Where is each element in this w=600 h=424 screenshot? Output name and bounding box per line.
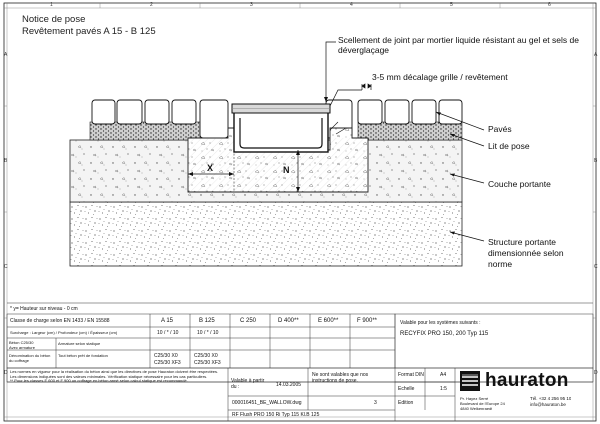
edition-label: Edition <box>398 400 414 406</box>
ruler-side-a-right: A <box>594 52 598 58</box>
ruler-side-c: C <box>4 264 8 270</box>
class-d400: D 400** <box>278 318 299 324</box>
row3-desc: Armature selon statique <box>58 341 101 346</box>
row3-value-a15: C25/30 X0 <box>154 353 178 359</box>
contact-line-2: info@hauraton.be <box>530 402 566 407</box>
row3-value-b125: C25/30 X0 <box>194 353 218 359</box>
valid-from-label: Valable à partir du : <box>231 378 265 390</box>
class-e600: E 600** <box>318 318 339 324</box>
class-c250: C 250 <box>240 318 257 324</box>
title-line-1: Notice de pose <box>22 14 86 25</box>
callout-structure-line1: Structure portante <box>488 237 557 247</box>
format-value: A4 <box>440 372 447 378</box>
callout-couche-portante: Couche portante <box>488 179 551 189</box>
dimension-x: X <box>207 163 214 173</box>
company-name: hauraton <box>485 370 569 391</box>
dimension-n: N <box>283 165 290 175</box>
class-b125: B 125 <box>199 318 215 324</box>
callout-decalage: 3-5 mm décalage grille / revêtement <box>372 72 508 82</box>
ruler-top-3: 3 <box>250 2 253 8</box>
ruler-top-1: 1 <box>50 2 53 8</box>
callout-structure-line3: norme <box>488 259 513 269</box>
callout-scellement-line1: Scellement de joint par mortier liquide résistant au gel et sels de <box>338 35 579 45</box>
scale-label: Echelle <box>398 386 415 392</box>
hauraton-logo-icon <box>460 371 482 391</box>
valable-value: RECYFIX PRO 150, 200 Typ 115 <box>400 331 489 337</box>
format-label: Format DIN <box>398 372 424 378</box>
row2-label: Surcharge : Largeur (cm) / Profondeur (cm) / Épaisseur (cm) <box>10 330 118 335</box>
row4-value-b125: C25/30 XF3 <box>194 360 221 366</box>
bottom-caption: RF Flush PRO 150 Ri Typ 115 Kl.B 125 <box>232 412 320 418</box>
title-line-2: Revêtement pavés A 15 - B 125 <box>22 26 156 37</box>
notes-line-1: Les normes en vigueur pour la réalisation du béton ainsi que les directives de pose Hauraton doivent être respectées. <box>10 369 219 374</box>
row3-label-b: Avec armature <box>9 345 35 350</box>
ruler-side-b-right: B <box>594 158 598 164</box>
doc-number: 000016451_BE_WALLOW.dwg <box>232 400 302 406</box>
ruler-side-a: A <box>4 52 8 58</box>
class-f900: F 900** <box>357 318 378 324</box>
row4-desc: Tout béton prêt de fondation <box>58 353 108 358</box>
ruler-side-d-right: D <box>594 370 598 376</box>
callout-paves: Pavés <box>488 124 512 134</box>
ruler-side-b: B <box>4 158 8 164</box>
footnote: * y= Hauteur sur niveau - 0 cm <box>10 306 78 312</box>
ruler-top-5: 5 <box>450 2 453 8</box>
row2-value-b125: 10 / * / 10 <box>197 330 219 336</box>
row4-value-a15: C25/30 XF3 <box>154 360 181 366</box>
ruler-side-d: D <box>4 370 8 376</box>
address-line-2: Boulevard de l'Europe 24 <box>460 401 505 406</box>
valid-from-value: 14.03.2005 <box>276 382 302 388</box>
notes-line-3: ** Pour les classes E 600 et F 900 un coffrage en béton armé selon calcul statique est recommandé. <box>10 378 188 383</box>
callout-scellement-line2: déverglaçage <box>338 45 390 55</box>
scale-value: 1:5 <box>440 386 447 392</box>
callout-lit-de-pose: Lit de pose <box>488 141 530 151</box>
class-a15: A 15 <box>161 318 174 324</box>
notes-line-2: Les dimensions indiquées sont des valeurs minimales. Vérification statique nécessaire pour les cas particuliers. <box>10 373 208 379</box>
address-line-3: 4840 Welkenraedt <box>460 406 493 411</box>
ruler-top-2: 2 <box>150 2 153 8</box>
ruler-side-c-right: C <box>594 264 598 270</box>
row3-label-a: Béton C25/30 <box>9 340 34 345</box>
callout-structure-line2: dimensionnée selon <box>488 248 564 258</box>
non-valid-label: Ne sont valables que nos instructions de pose. <box>312 372 369 384</box>
row4-label-a: Dénomination du béton du coffrage <box>9 353 51 363</box>
ruler-top-4: 4 <box>350 2 353 8</box>
contact-line-1: Tél. +32 4 256 95 10 <box>530 396 572 401</box>
valable-title: Valable pour les systèmes suivants : <box>400 320 481 326</box>
sheet-number: 3 <box>374 400 377 406</box>
address-line-1: Pr. Hayez Serré <box>460 396 489 401</box>
row2-value-a15: 10 / * / 10 <box>157 330 179 336</box>
ruler-top-6: 6 <box>548 2 551 8</box>
row1-label: Classe de charge selon EN 1433 / EN 15588 <box>10 318 110 324</box>
